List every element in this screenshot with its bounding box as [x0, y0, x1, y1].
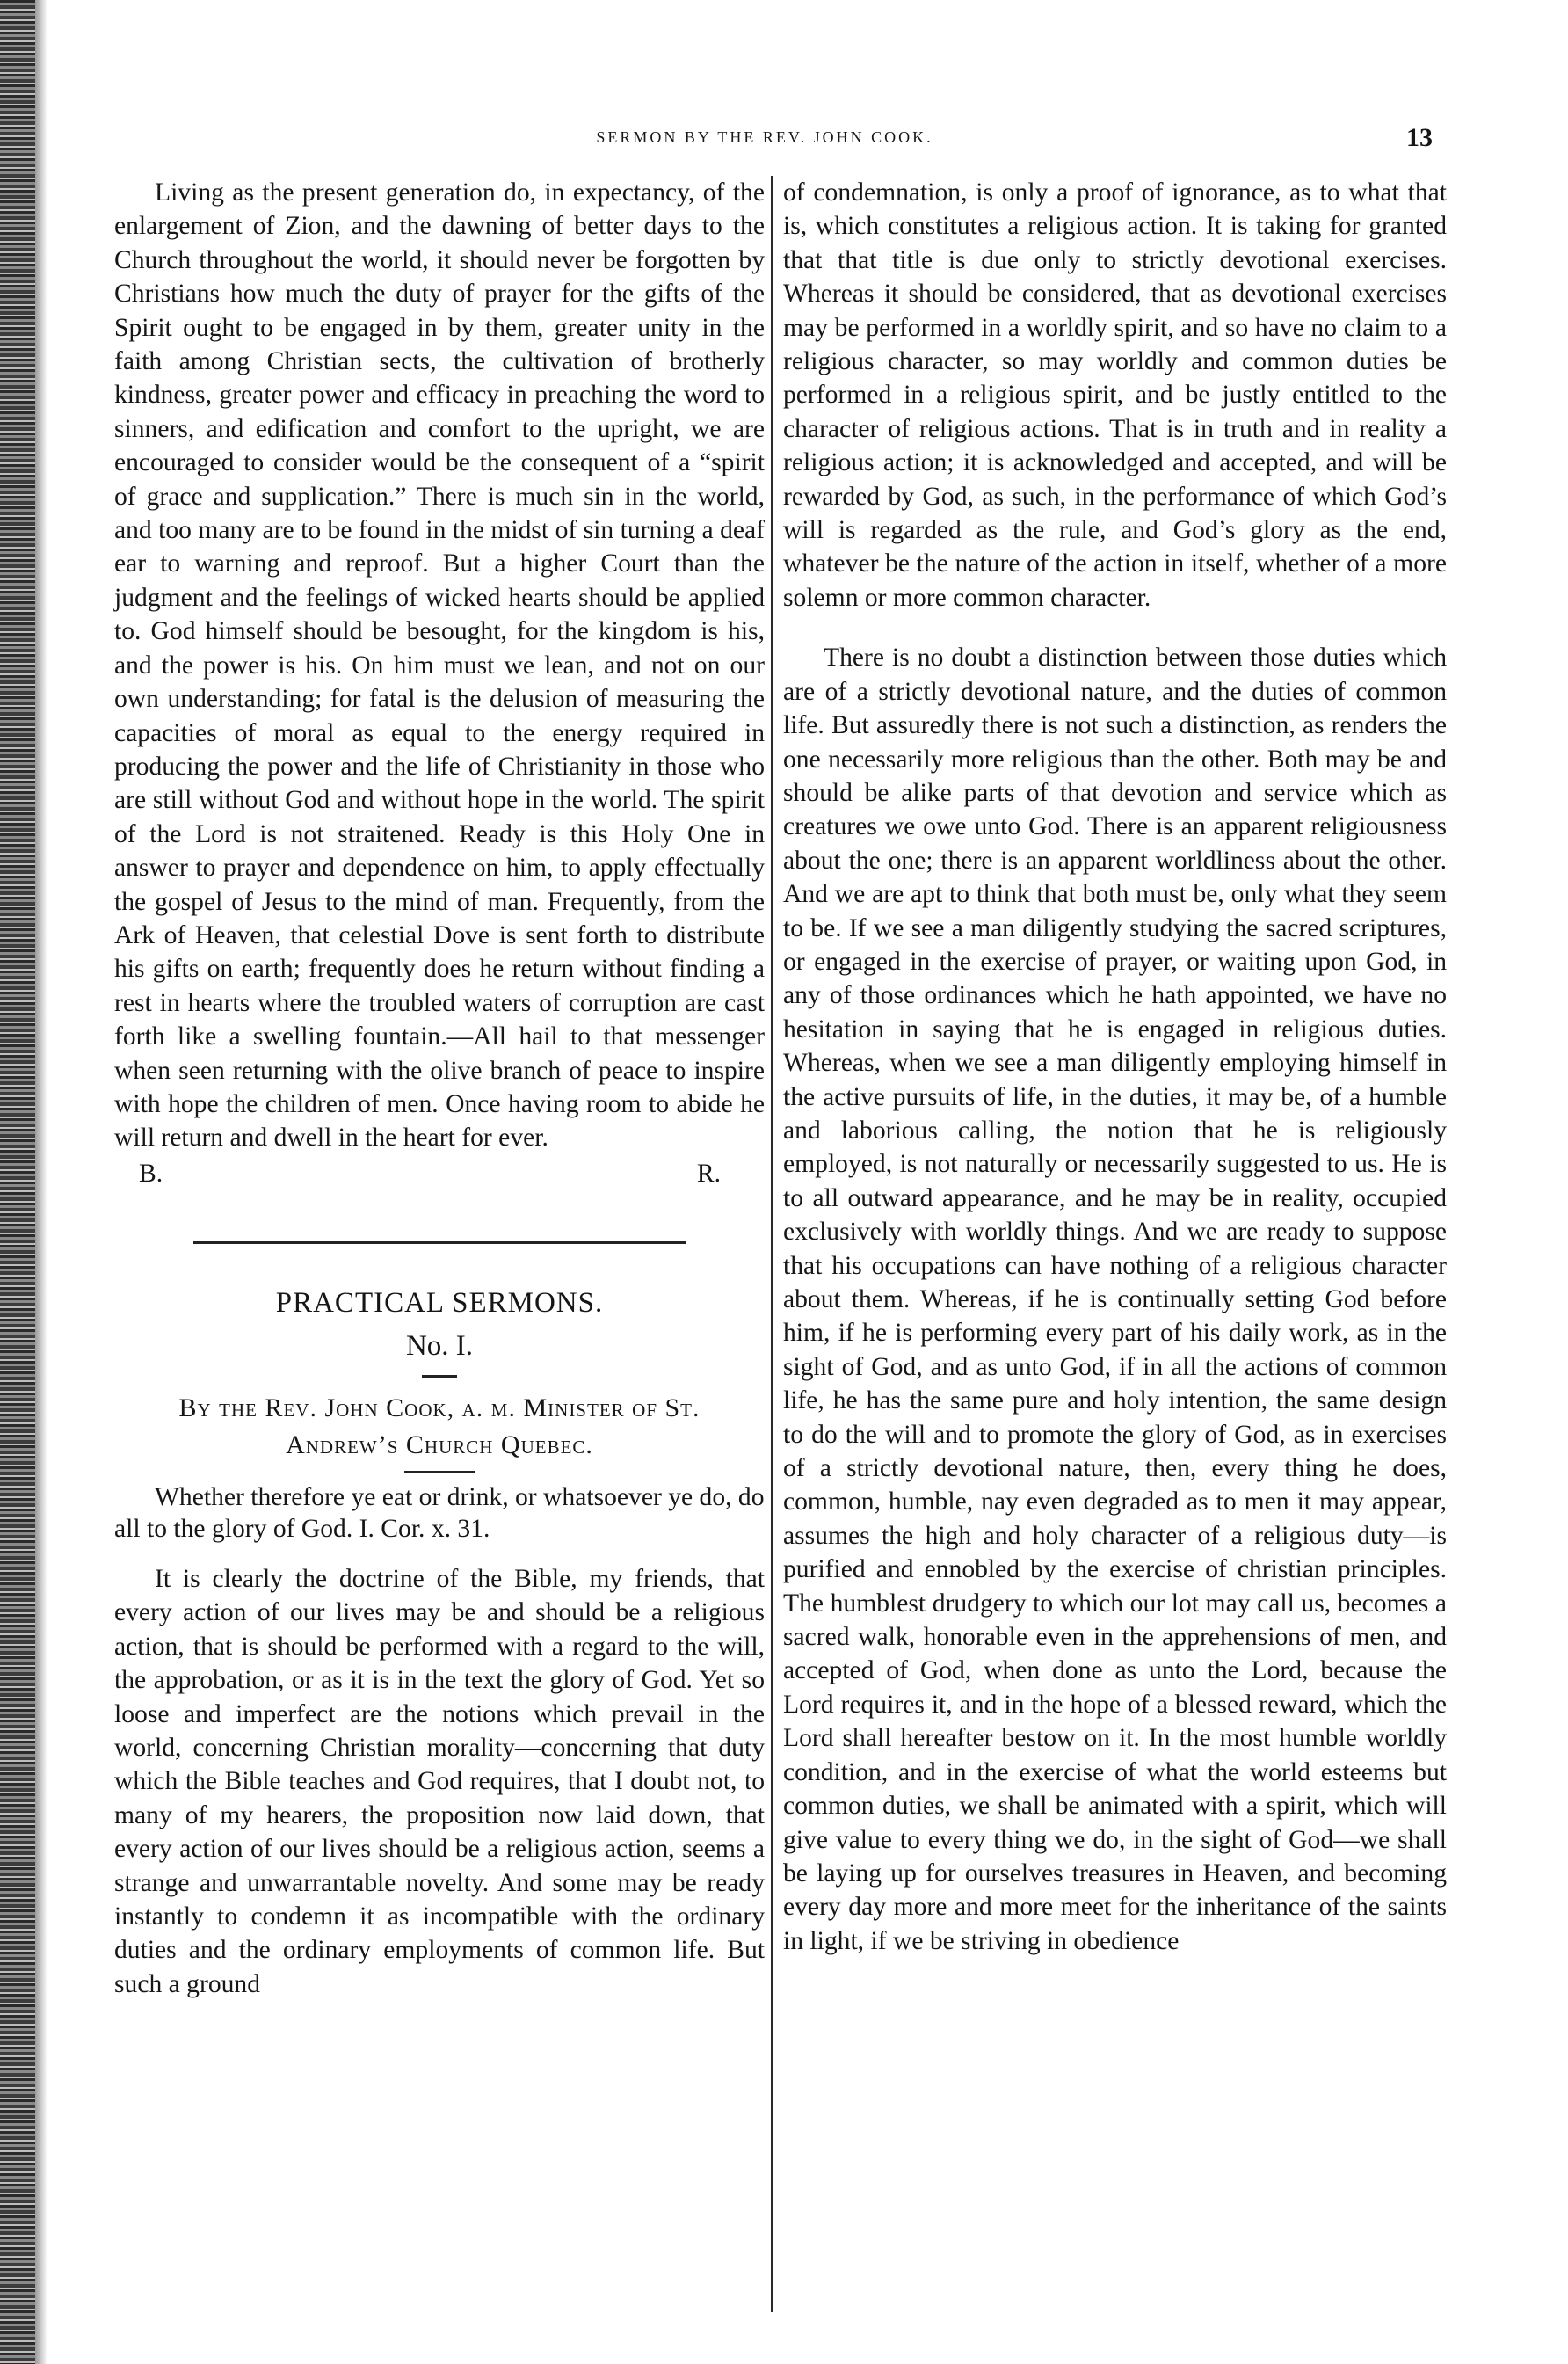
section-divider — [193, 1241, 686, 1244]
short-rule — [422, 1375, 457, 1378]
sermon-paragraph-1: It is clearly the doctrine of the Bible, my friends, that every action of our lives may be and should be a religious action, that is should be performed with a regard to the will, the approbation, or as it is in the text the glory of God. Yet so loose and imperfect are the notions which prevail in the world, concerning Christian morality—concerning that duty which the Bible teaches and God requires, that I doubt not, to many of my hearers, the proposition now laid down, that every action of our lives should be a religious action, seems a strange and unwarrantable novelty. And some may be ready instantly to condemn it as incompatible with the ordinary duties and the ordinary employments of common life. But such a ground — [114, 1565, 765, 1998]
sermon-paragraph-2: There is no doubt a distinction between those duties which are of a strictly devotional nature, and the duties of common life. But assuredly there is not such a distinction, as renders the one necessarily more religious than the other. Both may be and should be alike parts of that devotion and service which as creatures we owe unto God. There is an apparent religiousness about the one; there is an apparent worldliness about the other. And we are apt to think that both must be, only what they seem to be. If we see a man diligently studying the sacred scriptures, or engaged in the exercise of prayer, or waiting upon God, in any of those ordinances which he hath appointed, we have no hesitation in saying that he is engaged in religious duties. Whereas, when we see a man diligently employing himself in the active pursuits of life, in the duties, it may be, of a humble and laborious calling, the notion that he is religiously employed, is not naturally or necessarily suggested to us. He is to all outward appearance, and he may be in reality, occupied exclusively with worldly things. And we are ready to suppose that his occupations can have nothing of a religious character about them. Whereas, if he is continually setting God before him, if he is performing every part of his daily work, as in the sight of God, and as unto God, if in all the actions of common life, he has the same pure and holy intention, the same design to do the will and to promote the glory of God, as in exercises of a strictly devotional nature, then, every thing he does, common, humble, nay even degraded as to men it may appear, assumes the high and holy character of a religious duty—is purified and ennobled by the exercise of christian principles. The humblest drudgery to which our lot may call us, becomes a sacred walk, honorable even in the apprehensions of men, and accepted of God, when done as unto the Lord, because the Lord requires it, and in the hope of a blessed reward, which the Lord shall hereafter bestow on it. In the most humble worldly condition, and in the exercise of what the world esteems but common duties, we shall be animated with a spirit, which will give value to every thing we do, in the sight of God—we shall be laying up for ourselves treasures in Heaven, and becoming every day more and more meet for the inheritance of the saints in light, if we be striving in obedience — [783, 644, 1447, 1955]
right-column — [771, 176, 1447, 2312]
left-column — [114, 176, 765, 2001]
continued-paragraph: of condemnation, is only a proof of ignorance, as to what that is, which constitutes a religious action. It is taking for granted that that title is due only to strictly devotional exercises. Whereas it should be considered, that as devotional exercises may be performed in a worldly spirit, and so have no claim to a religious character, so may worldly and common duties be performed in a religious spirit, and be justly entitled to the character of religious actions. That is in truth and in reality a religious action; it is acknowledged and accepted, and will be rewarded by God, as such, in the performance of which God’s will is regarded as the rule, and God’s glory as the end, whatever be the nature of the action in itself, whether of a more solemn or more common character. — [783, 178, 1447, 612]
binding-edge — [0, 0, 35, 2364]
series-number: No. I. — [405, 1329, 474, 1362]
intro-paragraph: Living as the present generation do, in expectancy, of the enlargement of Zion, and the dawning of better days to the Church throughout the world, it should never be forgotten by Christians how much the duty of prayer for the gifts of the Spirit ought to be engaged in by them, greater unity in the faith among Christian sects, the cultivation of brotherly kindness, greater power and efficacy in preaching the word to sinners, and edification and comfort to the upright, we are encouraged to consider would be the consequent of a “spirit of grace and supplication.” There is much sin in the world, and too many are to be found in the midst of sin turning a deaf ear to warning and reproof. But a higher Court than the judgment and the feelings of wicked hearts should be applied to. God himself should be besought, for the kingdom is his, and the power is his. On him must we lean, and not on our own understanding; for fatal is the delusion of measuring the capacities of moral as equal to the energy required in producing the power and the life of Christianity in those who are still without God and without hope in the world. The spirit of the Lord is not straitened. Ready is this Holy One in answer to prayer and dependence on him, to apply effectually the gospel of Jesus to the mind of man. Frequently, from the Ark of Heaven, that celestial Dove is sent forth to distribute his gifts on earth; frequently does he return without finding a rest in hearts where the troubled waters of corruption are cast forth like a swelling fountain.—All hail to that messenger when seen returning with the olive branch of peace to inspire with hope the children of men. Once having room to abide he will return and dwell in the heart for ever. — [114, 178, 765, 1153]
byline-rule — [404, 1471, 475, 1473]
byline-line-2: Andrew’s Church Quebec. — [286, 1430, 593, 1459]
signature-initial-left: B. — [139, 1159, 163, 1188]
running-head — [0, 123, 1568, 158]
byline-line-1: By the Rev. John Cook, a. m. Minister of St. — [178, 1393, 701, 1422]
series-title: PRACTICAL SERMONS. — [275, 1287, 604, 1320]
page-number: 13 — [1406, 123, 1433, 152]
running-title: SERMON BY THE REV. JOHN COOK. — [596, 128, 933, 146]
paragraph-gap — [783, 615, 1447, 641]
epigraph-text: Whether therefore ye eat or drink, or whatsoever ye do, do all to the glory of God. I. Cor. x. 31. — [114, 1483, 765, 1543]
signature-initial-right: R. — [696, 1159, 721, 1188]
signature — [114, 1157, 765, 1190]
epigraph — [114, 1481, 765, 1545]
